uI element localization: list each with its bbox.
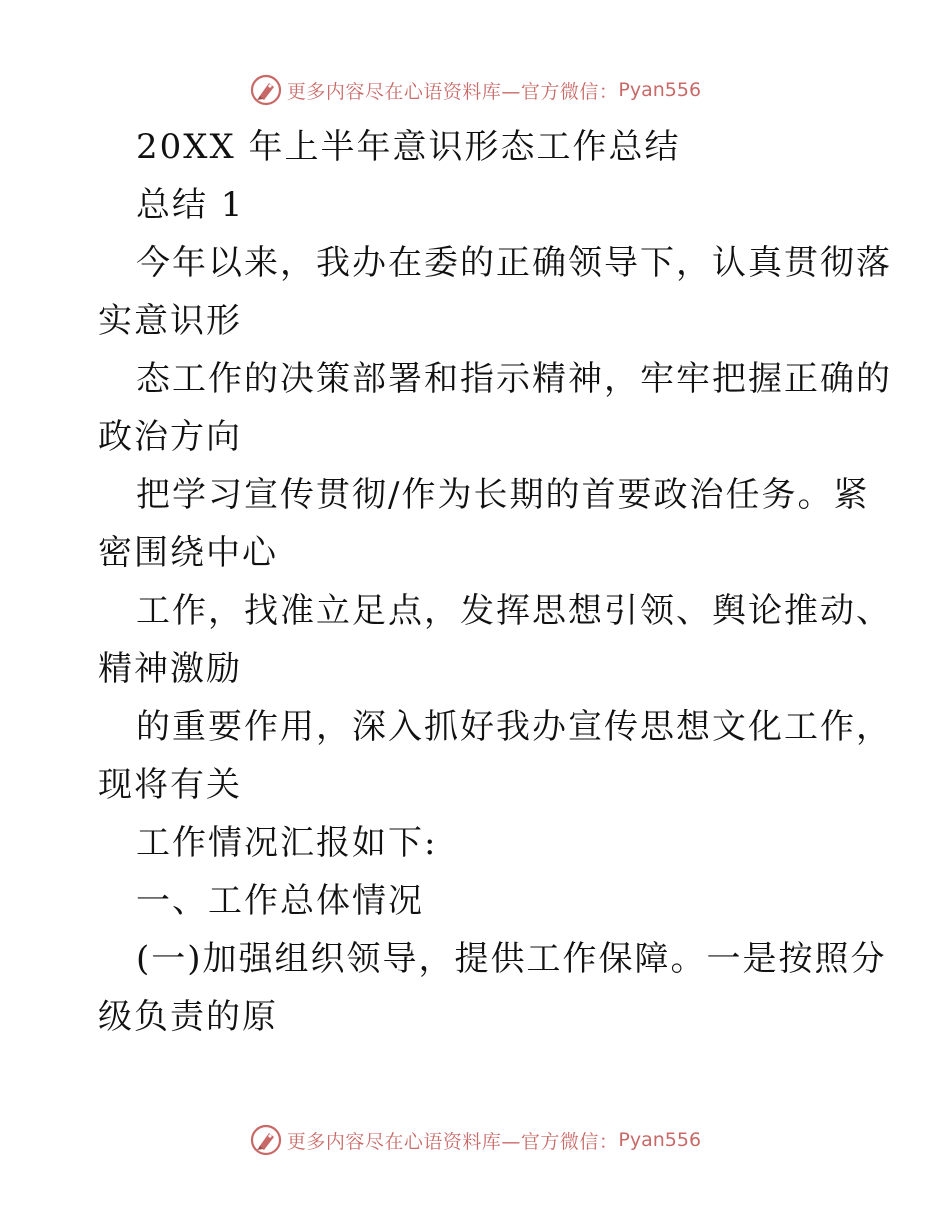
footer-watermark	[0, 1120, 950, 1160]
pen-nib-icon	[249, 73, 283, 107]
header-watermark	[0, 70, 950, 110]
paragraph-lines	[98, 234, 892, 1046]
text-line: 工作情况汇报如下:	[136, 823, 438, 863]
text-line: 现将有关	[98, 765, 242, 805]
watermark-text: 更多内容尽在心语资料库—官方微信：	[286, 1130, 619, 1153]
text-line: 实意识形	[98, 301, 242, 341]
text-line: 态工作的决策部署和指示精神，牢牢把握正确的	[136, 359, 892, 399]
text-line: (一)加强组织领导，提供工作保障。一是按照分	[136, 939, 887, 979]
text-line: 政治方向	[98, 417, 242, 457]
text-line: 精神激励	[98, 649, 242, 689]
document-subtitle: 总结 1	[136, 185, 245, 225]
watermark-wechat-id: Pyan556	[618, 1129, 702, 1151]
text-line: 今年以来，我办在委的正确领导下，认真贯彻落	[136, 243, 892, 283]
watermark-text: 更多内容尽在心语资料库—官方微信：	[286, 80, 619, 103]
pen-nib-icon	[249, 1123, 283, 1157]
text-line: 工作，找准立足点，发挥思想引领、舆论推动、	[136, 591, 892, 631]
text-line: 的重要作用，深入抓好我办宣传思想文化工作，	[136, 707, 892, 747]
text-line: 一、工作总体情况	[136, 881, 424, 921]
document-body	[98, 118, 892, 1046]
watermark-wechat-id: Pyan556	[618, 79, 702, 101]
text-line: 级负责的原	[98, 997, 278, 1037]
text-line: 把学习宣传贯彻/作为长期的首要政治任务。紧	[136, 475, 870, 515]
text-line: 密围绕中心	[98, 533, 278, 573]
document-title: 20XX 年上半年意识形态工作总结	[136, 127, 681, 167]
